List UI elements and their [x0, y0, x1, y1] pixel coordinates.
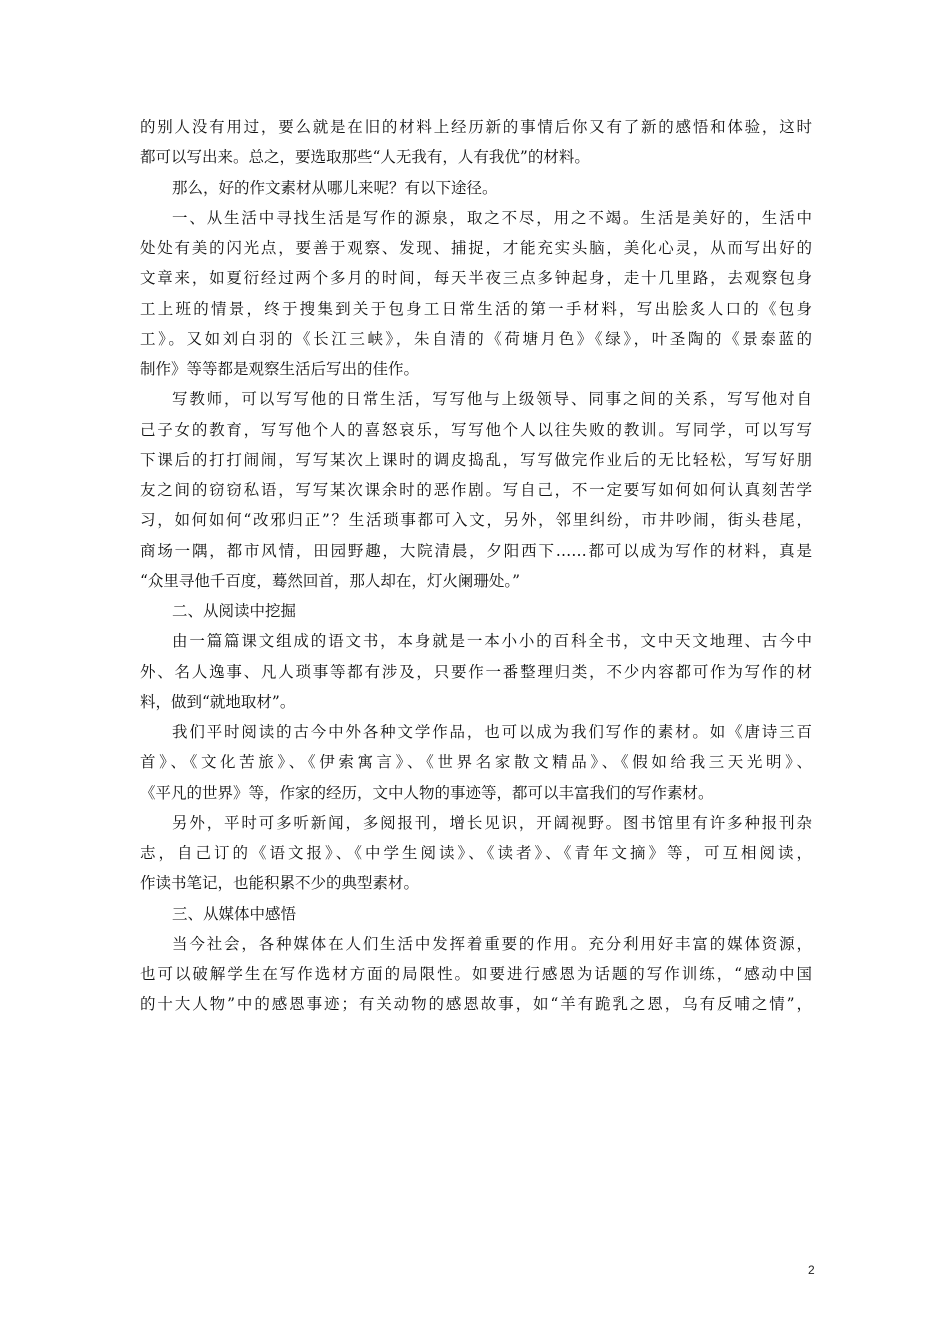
text-line: 一、从生活中寻找生活是写作的源泉，取之不尽，用之不竭。生活是美好的，生活中	[172, 208, 812, 227]
text-line: 志，自己订的《语文报》、《中学生阅读》、《读者》、《青年文摘》等，可互相阅读，	[140, 844, 812, 862]
text-line: 写教师，可以写写他的日常生活，写写他与上级领导、同事之间的关系，写写他对自	[172, 390, 812, 409]
text-line: 首》、《文化苦旅》、《伊索寓言》、《世界名家散文精品》、《假如给我三天光明》、	[140, 753, 812, 772]
text-line: 《平凡的世界》等，作家的经历，文中人物的事迹等，都可以丰富我们的写作素材。	[140, 783, 714, 802]
text-line: 料，做到“就地取材”。	[140, 692, 296, 711]
text-line: 都可以写出来。总之，要选取那些“人无我有，人有我优”的材料。	[140, 148, 590, 167]
text-line: 工上班的情景，终于搜集到关于包身工日常生活的第一手材料，写出脍炙人口的《包身	[140, 299, 812, 318]
text-line: 另外，平时可多听新闻，多阅报刊，增长见识，开阔视野。图书馆里有许多种报刊杂	[172, 813, 812, 832]
body-text	[140, 112, 812, 1020]
text-line: 处处有美的闪光点，要善于观察、发现、捕捉，才能充实头脑，美化心灵，从而写出好的	[140, 239, 812, 257]
text-line: 作读书笔记，也能积累不少的典型素材。	[140, 874, 420, 893]
text-line: 那么，好的作文素材从哪儿来呢？有以下途径。	[172, 178, 498, 197]
text-line: 外、名人逸事、凡人琐事等都有涉及，只要作一番整理归类，不少内容都可作为写作的材	[140, 662, 812, 681]
text-line: 友之间的窃窃私语，写写某次课余时的恶作剧。写自己，不一定要写如何如何认真刻苦学	[140, 481, 812, 499]
text-line: 习，如何如何“改邪归正”？生活琐事都可入文，另外，邻里纠纷，市井吵闹，街头巷尾，	[140, 511, 812, 530]
text-line: 由一篇篇课文组成的语文书，本身就是一本小小的百科全书，文中天文地理、古今中	[172, 632, 812, 651]
text-line: 也可以破解学生在写作选材方面的局限性。如要进行感恩为话题的写作训练，“感动中国	[140, 965, 812, 983]
text-line: 二、从阅读中挖掘	[172, 602, 297, 620]
text-line: 我们平时阅读的古今中外各种文学作品，也可以成为我们写作的素材。如《唐诗三百	[172, 723, 812, 741]
paragraph	[140, 112, 812, 173]
text-line: 三、从媒体中感悟	[172, 904, 297, 923]
text-line: 制作》等等都是观察生活后写出的佳作。	[140, 360, 420, 378]
text-line: 下课后的打打闹闹，写写某次上课时的调皮捣乱，写写做完作业后的无比轻松，写写好朋	[140, 450, 812, 469]
paragraph	[140, 384, 812, 596]
paragraph	[140, 173, 812, 203]
paragraph	[140, 717, 812, 808]
paragraph	[140, 626, 812, 717]
page-number: 2	[808, 1263, 815, 1277]
paragraph	[140, 929, 812, 1020]
text-line: 的十大人物”中的感恩事迹；有关动物的感恩故事，如“羊有跪乳之恩，乌有反哺之情”，	[140, 995, 812, 1014]
paragraph	[140, 203, 812, 385]
text-line: 商场一隅，都市风情，田园野趣，大院清晨，夕阳西下……都可以成为写作的材料，真是	[140, 541, 812, 560]
text-line: 当今社会，各种媒体在人们生活中发挥着重要的作用。充分利用好丰富的媒体资源，	[172, 934, 812, 953]
text-line: 己子女的教育，写写他个人的喜怒哀乐，写写他个人以往失败的教训。写同学，可以写写	[140, 420, 812, 439]
paragraph	[140, 808, 812, 899]
section-heading	[140, 899, 812, 929]
text-line: “众里寻他千百度，蓦然回首，那人却在，灯火阑珊处。”	[140, 571, 521, 590]
text-line: 工》。又如刘白羽的《长江三峡》，朱自清的《荷塘月色》《绿》，叶圣陶的《景泰蓝的	[140, 329, 812, 348]
text-line: 的别人没有用过，要么就是在旧的材料上经历新的事情后你又有了新的感悟和体验，这时	[140, 118, 812, 136]
section-heading	[140, 596, 812, 626]
text-line: 文章来，如夏衍经过两个多月的时间，每天半夜三点多钟起身，走十几里路，去观察包身	[140, 269, 812, 288]
